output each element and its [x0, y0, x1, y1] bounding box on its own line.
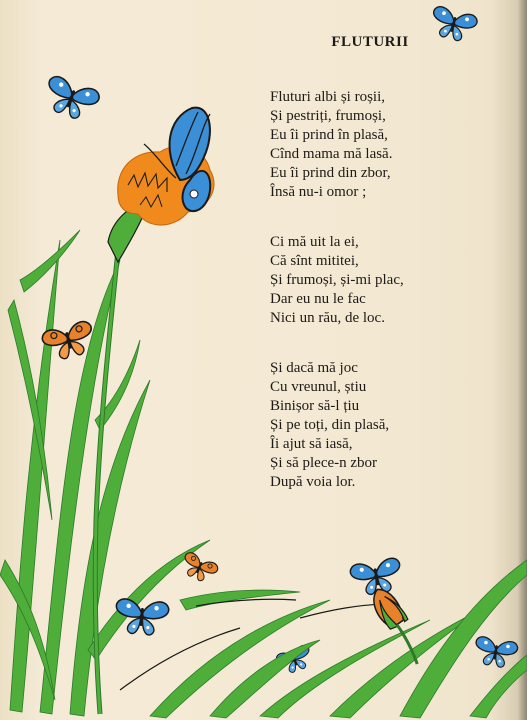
grass-blades-bottom: [150, 560, 527, 718]
poem-line: Ci mă uit la ei,: [270, 234, 359, 250]
poem-line: Fluturi albi și roșii,: [270, 89, 386, 105]
poem-line: Cu vreunul, știu: [270, 379, 367, 395]
poem-stanza-2: [270, 233, 404, 328]
poem-line: Și să plece-n zbor: [270, 455, 378, 471]
grass-blades-left: [0, 230, 210, 716]
poem-line: Dar eu nu le fac: [270, 291, 366, 307]
poem-line: Că sînt mititei,: [270, 253, 359, 269]
poem-stanza-1: [270, 88, 392, 202]
poem-line: Nici un rău, de loc.: [270, 310, 385, 326]
poem-line: Și dacă mă joc: [270, 360, 358, 376]
poem-line: Îi ajut să iasă,: [270, 436, 353, 452]
poem-line: Eu îi prind din zbor,: [270, 165, 391, 181]
poem-line: Cînd mama mă lasă.: [270, 146, 393, 162]
poem-line: După voia lor.: [270, 474, 356, 490]
poem-line: Binișor să-l țiu: [270, 398, 360, 414]
poem-line: Și pe toți, din plasă,: [270, 417, 390, 433]
blue-butterfly-icon: [40, 74, 101, 124]
poem-line: Și frumoși, și-mi plac,: [270, 272, 404, 288]
poem-line: Și pestriți, frumoși,: [270, 108, 386, 124]
poem-stanza-3: [270, 359, 389, 492]
poem-line: Însă nu-i omor ;: [270, 184, 367, 200]
poem-title: FLUTURII: [331, 34, 409, 50]
poem-line: Eu îi prind în plasă,: [270, 127, 388, 143]
blue-butterfly-icon: [473, 636, 519, 670]
